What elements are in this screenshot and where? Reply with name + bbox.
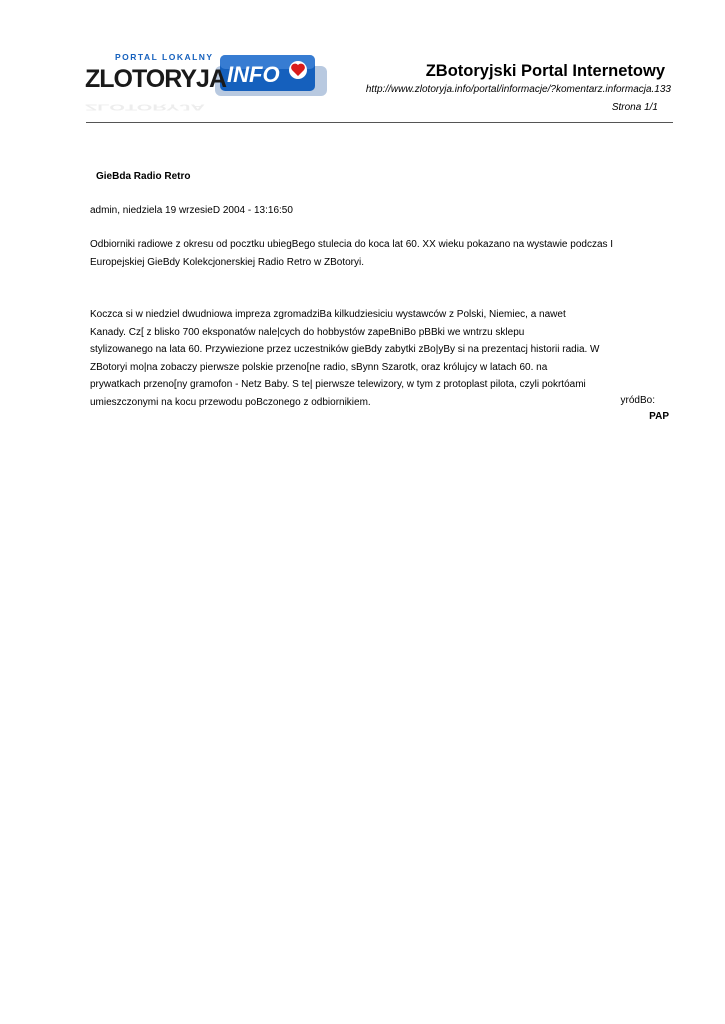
- paragraph-line: prywatkach przeno[ny gramofon - Netz Baby. S te| pierwsze telewizory, w tym z protoplast pilota, czyli pokrtóami: [90, 379, 586, 391]
- paragraph-line: Koczca si w niedziel dwudniowa impreza zgromadziBa kilkudziesiciu wystawców z Polski, Niemiec, a nawet: [90, 309, 566, 320]
- article-meta: admin, niedziela 19 wrzesieD 2004 - 13:16:50: [90, 205, 293, 216]
- paragraph-line: Europejskiej GieBdy Kolekcjonerskiej Radio Retro w ZBotoryi.: [90, 256, 365, 268]
- paragraph-line: Odbiorniki radiowe z okresu od pocztku ubiegBego stulecia do koca lat 60. XX wieku pokazano na wystawie podczas I: [90, 239, 614, 250]
- logo-suffix: INFO: [227, 62, 280, 87]
- heart-icon: [289, 61, 307, 79]
- paragraph-line: Kanady. Cz[ z blisko 700 eksponatów nale|cych do hobbystów zapeBniBo pBBki we wntrzu sklepu: [90, 326, 525, 338]
- source-label: yródBo:: [620, 395, 655, 406]
- page-number: Strona 1/1: [611, 102, 658, 113]
- source-value: PAP: [649, 411, 669, 422]
- paragraph-line: stylizowanego na lata 60. Przywiezione przez uczestników gieBdy zabytki zBo|yBy si na prezentacj historii radia. W: [90, 344, 600, 356]
- article-paragraph-2: [90, 306, 600, 412]
- logo-name: ZLOTORYJA: [85, 65, 227, 93]
- paragraph-line: umieszczonymi na kocu przewodu poBczonego z odbiornikiem.: [90, 396, 371, 408]
- paragraph-line: ZBotoryi mo|na zobaczy pierwsze polskie przeno[ne radio, sBynn Szarotk, oraz królujcy w latach 60. na: [90, 361, 548, 373]
- page-url[interactable]: http://www.zlotoryja.info/portal/informacje/?komentarz.informacja.133: [365, 84, 671, 95]
- header-divider: [86, 122, 673, 123]
- site-logo[interactable]: [85, 50, 335, 112]
- article-paragraph-1: [90, 236, 613, 271]
- site-title: ZBotoryjski Portal Internetowy: [425, 62, 665, 80]
- logo-tagline: PORTAL LOKALNY: [115, 52, 214, 62]
- article-title: GieBda Radio Retro: [96, 171, 191, 182]
- svg-text:ZLOTORYJA: ZLOTORYJA: [85, 102, 205, 112]
